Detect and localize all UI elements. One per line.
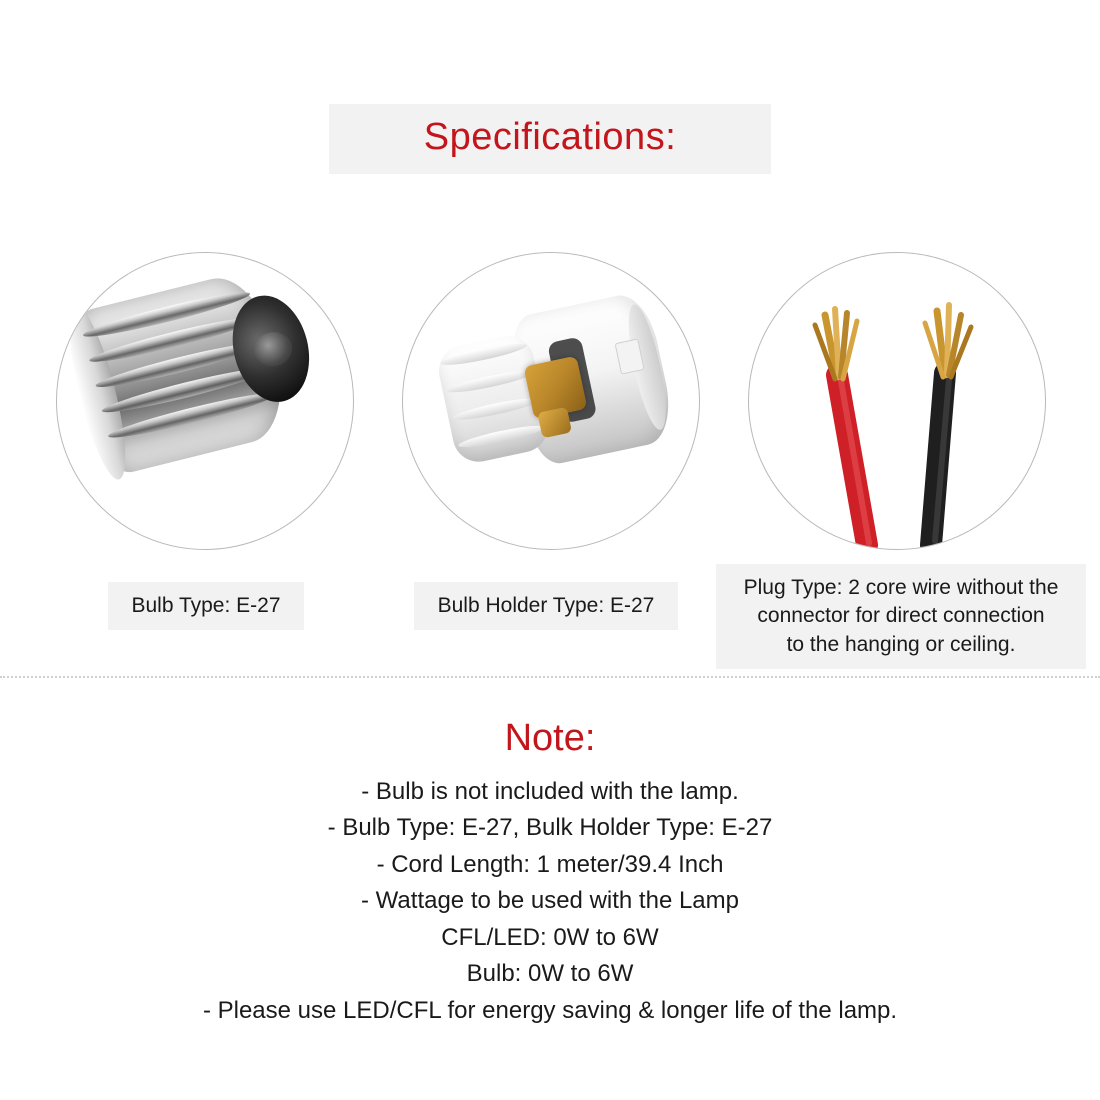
bulb-holder-photo xyxy=(402,252,700,550)
specifications-header-container xyxy=(0,104,1100,174)
caption-plug-type xyxy=(716,564,1086,669)
note-line: - Bulb Type: E-27, Bulk Holder Type: E-27 xyxy=(327,814,773,842)
note-title: Note: xyxy=(504,717,596,759)
two-core-wire-illustration xyxy=(749,253,1045,549)
copper-strand xyxy=(835,309,839,377)
note-line: - Cord Length: 1 meter/39.4 Inch xyxy=(376,850,724,878)
section-divider xyxy=(0,676,1100,678)
note-line: - Please use LED/CFL for energy saving & longer life of the lamp. xyxy=(202,996,898,1024)
caption-bulb-type xyxy=(108,582,304,630)
caption-plug-type-line-3: to the hanging or ceiling. xyxy=(786,632,1016,656)
caption-plug-type-line-2: connector for direct connection xyxy=(757,604,1045,628)
specifications-header-panel xyxy=(329,104,771,174)
caption-bulb-holder-type xyxy=(414,582,678,630)
bulb-holder-illustration xyxy=(422,283,688,517)
note-section xyxy=(0,718,1100,1029)
note-line: - Wattage to be used with the Lamp xyxy=(361,887,739,915)
caption-plug-type-line-1: Plug Type: 2 core wire without the xyxy=(743,576,1059,599)
bulb-base-illustration xyxy=(56,254,324,489)
bulb-base-photo xyxy=(56,252,354,550)
caption-bulb-type-text: Bulb Type: E-27 xyxy=(131,594,281,617)
note-line: - Bulb is not included with the lamp. xyxy=(361,777,739,805)
note-line: CFL/LED: 0W to 6W xyxy=(441,923,659,951)
caption-bulb-holder-type-text: Bulb Holder Type: E-27 xyxy=(437,594,655,617)
specifications-heading: Specifications: xyxy=(423,116,677,158)
two-core-wire-photo xyxy=(748,252,1046,550)
product-image-row xyxy=(0,252,1100,552)
note-line: Bulb: 0W to 6W xyxy=(466,960,634,988)
